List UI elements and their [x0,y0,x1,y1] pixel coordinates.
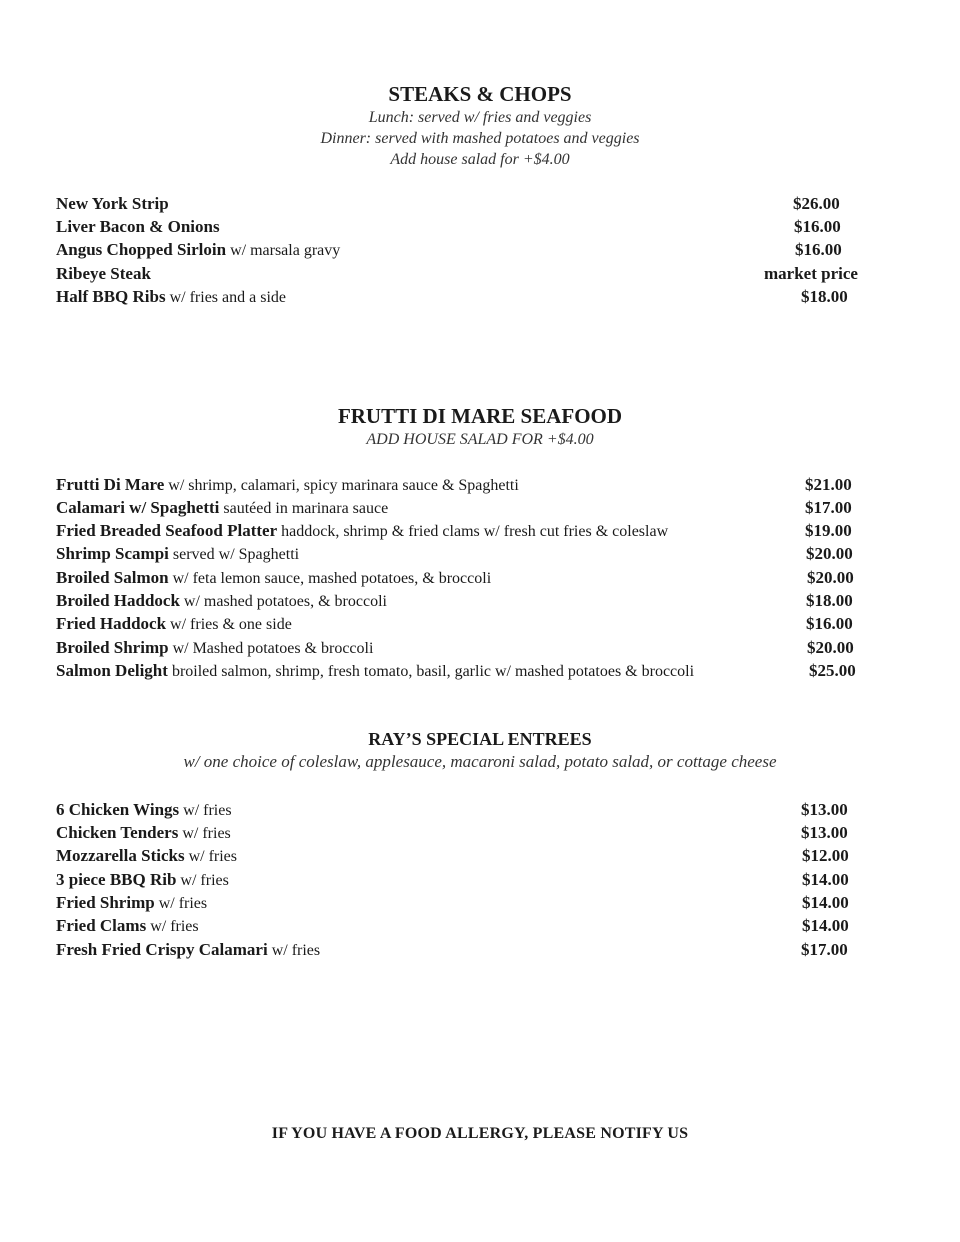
item-name: Calamari w/ Spaghetti [56,498,220,517]
menu-item [56,914,199,937]
item-price: $18.00 [806,591,853,610]
item-price: $20.00 [807,568,854,587]
item-price: $13.00 [801,800,848,819]
steaks-note-dinner: Dinner: served with mashed potatoes and veggies [320,130,640,147]
menu-item [56,844,237,867]
item-name: Fresh Fried Crispy Calamari [56,940,268,959]
item-desc: w/ fries and a side [165,289,286,306]
steaks-note-salad: Add house salad for +$4.00 [390,151,570,168]
item-name: Broiled Shrimp [56,638,169,657]
item-name: Angus Chopped Sirloin [56,240,227,259]
item-name: Shrimp Scampi [56,544,169,563]
menu-item [56,821,231,844]
item-desc: haddock, shrimp & fried clams w/ fresh cut fries & coleslaw [277,523,669,540]
item-price: $13.00 [801,823,848,842]
menu-item [56,659,694,682]
item-name: Half BBQ Ribs [56,287,166,306]
item-name: 6 Chicken Wings [56,800,180,819]
steaks-note-lunch: Lunch: served w/ fries and veggies [368,109,592,126]
seafood-title: FRUTTI DI MARE SEAFOOD [337,404,623,428]
item-price: $16.00 [794,217,841,236]
menu-item [56,868,229,891]
item-name: Salmon Delight [56,661,168,680]
item-price: $16.00 [795,240,842,259]
item-name: 3 piece BBQ Rib [56,870,177,889]
item-desc: w/ mashed potatoes, & broccoli [179,593,387,610]
item-price: $19.00 [805,521,852,540]
item-desc: broiled salmon, shrimp, fresh tomato, basil, garlic w/ mashed potatoes & broccoli [167,663,695,680]
item-price: $12.00 [802,846,849,865]
steaks-header [0,82,960,170]
item-desc: w/ shrimp, calamari, spicy marinara sauce & Spaghetti [164,477,519,494]
item-desc: sautéed in marinara sauce [219,500,389,517]
menu-item [56,798,232,821]
item-name: Broiled Salmon [56,568,169,587]
item-desc: w/ marsala gravy [226,242,341,259]
item-price: $17.00 [801,940,848,959]
item-price: $20.00 [806,544,853,563]
item-desc: w/ feta lemon sauce, mashed potatoes, & broccoli [168,570,492,587]
specials-header [0,729,960,772]
item-desc: w/ Mashed potatoes & broccoli [168,640,374,657]
steaks-title: STEAKS & CHOPS [388,82,572,106]
allergy-notice: IF YOU HAVE A FOOD ALLERGY, PLEASE NOTIFY US [271,1125,689,1142]
menu-item [56,891,207,914]
item-desc: w/ fries [184,848,238,865]
menu-item [56,566,491,589]
item-name: Fried Breaded Seafood Platter [56,521,278,540]
item-desc: w/ fries [267,942,321,959]
menu-item [56,473,519,496]
item-desc: w/ fries [179,802,232,819]
item-price: $17.00 [805,498,852,517]
item-desc: w/ fries [154,895,208,912]
item-price: $16.00 [806,614,853,633]
item-name: Fried Clams [56,916,147,935]
menu-item [56,519,668,542]
menu-item [56,285,286,308]
item-name: Broiled Haddock [56,591,180,610]
item-price: $18.00 [801,287,848,306]
item-name: Liver Bacon & Onions [56,217,220,236]
item-name: Mozzarella Sticks [56,846,185,865]
menu-item [56,215,220,238]
menu-item [56,938,320,961]
menu-item [56,262,151,285]
item-name: Chicken Tenders [56,823,179,842]
item-price: $25.00 [809,661,856,680]
menu-item [56,636,373,659]
item-desc: w/ fries & one side [166,616,292,633]
item-price: market price [764,264,858,283]
item-price: $14.00 [802,870,849,889]
item-name: Frutti Di Mare [56,475,165,494]
menu-item [56,238,340,261]
item-desc: served w/ Spaghetti [168,546,300,563]
item-name: Ribeye Steak [56,264,151,283]
menu-item [56,612,292,635]
item-name: Fried Shrimp [56,893,155,912]
menu-item [56,496,388,519]
item-price: $14.00 [802,893,849,912]
item-name: Fried Haddock [56,614,167,633]
seafood-note: ADD HOUSE SALAD FOR +$4.00 [366,431,594,448]
seafood-header [0,404,960,450]
specials-note: w/ one choice of coleslaw, applesauce, macaroni salad, potato salad, or cottage cheese [183,752,777,771]
item-desc: w/ fries [146,918,199,935]
item-price: $21.00 [805,475,852,494]
menu-item [56,192,169,215]
item-desc: w/ fries [176,872,229,889]
item-price: $26.00 [793,194,840,213]
item-name: New York Strip [56,194,169,213]
item-desc: w/ fries [178,825,231,842]
item-price: $14.00 [802,916,849,935]
menu-item [56,542,299,565]
specials-title: RAY’S SPECIAL ENTREES [368,729,592,749]
item-price: $20.00 [807,638,854,657]
menu-item [56,589,387,612]
